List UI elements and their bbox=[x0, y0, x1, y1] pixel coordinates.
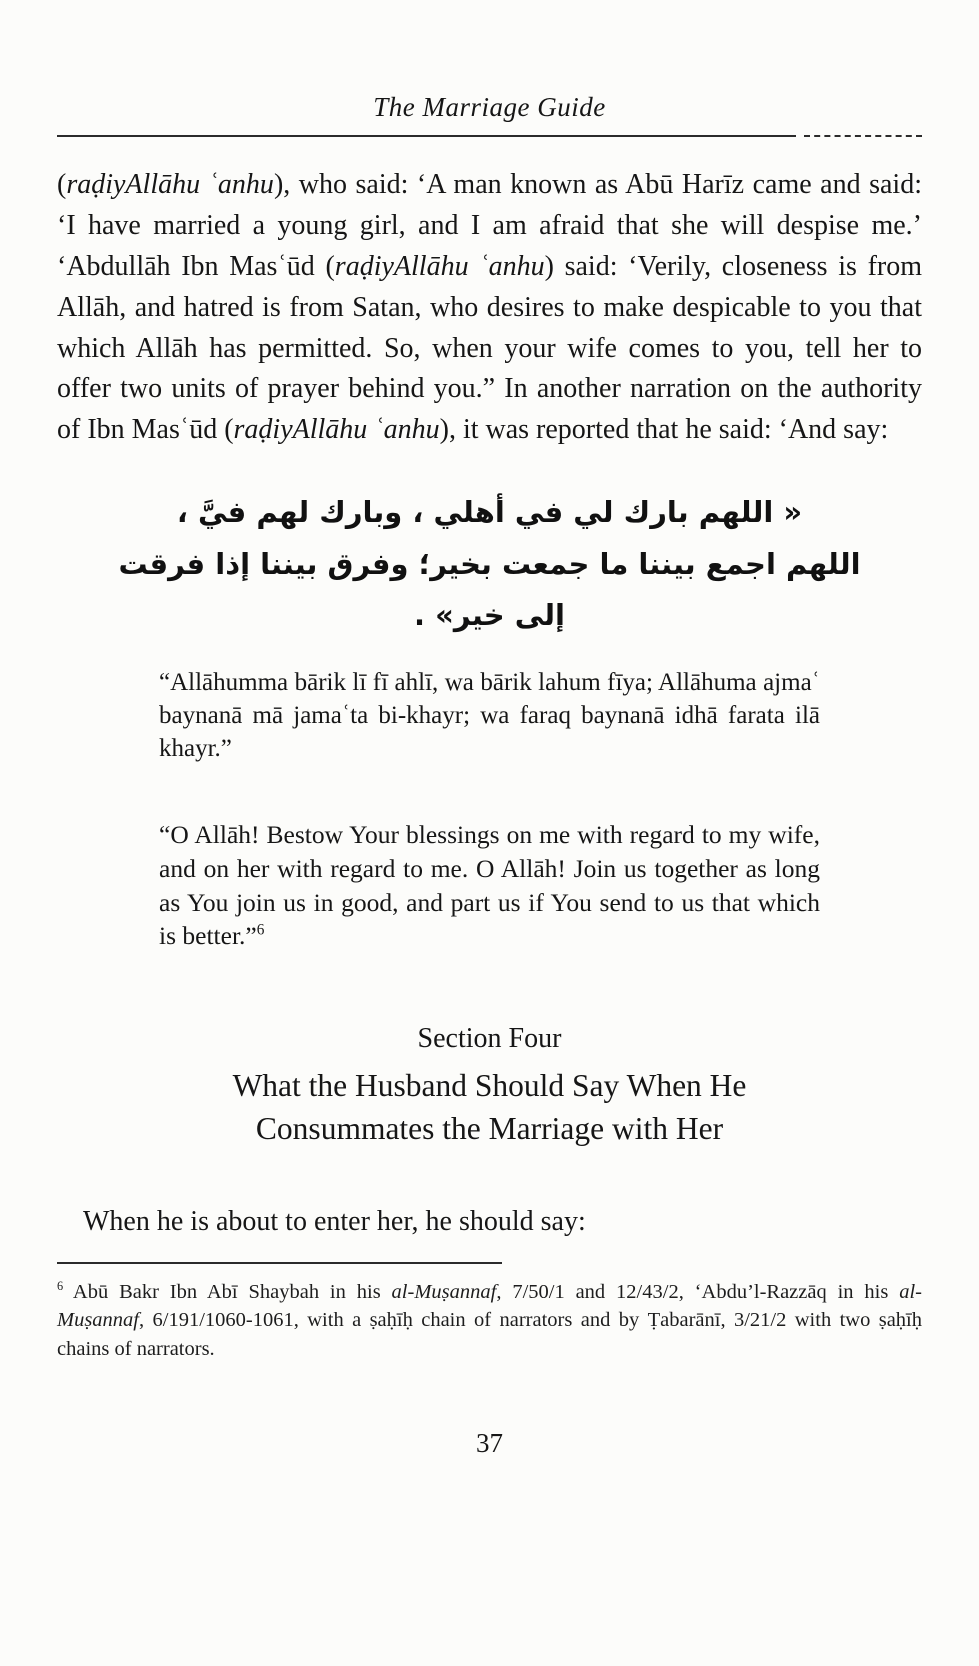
header-rule-solid bbox=[57, 135, 796, 137]
header-rule bbox=[57, 135, 922, 137]
closing-paragraph: When he is about to enter her, he should say: bbox=[83, 1206, 586, 1238]
arabic-dua-line: « اللهم بارك لي في أهلي ، وبارك لهم فيَّ ، bbox=[176, 495, 803, 530]
body-paragraph: (raḍiyAllāhu ʿanhu), who said: ‘A man known as Abū Harīz came and said: ‘I have married a young girl, and I am afraid that she will despise me.’ ‘Abdullāh Ibn Masʿūd (raḍiyAllāhu ʿanhu) said: ‘Verily, closeness is from Allāh, and hatred is from Satan, who desires to make despicable to you that which Allāh has permitted. So, when your wife comes to you, tell her to offer two units of prayer behind you.” In another narration on the authority of Ibn Masʿūd (raḍiyAllāhu ʿanhu), it was reported that he said: ‘And say: bbox=[57, 169, 923, 446]
section-title-line-2: Consummates the Marriage with Her bbox=[255, 1110, 724, 1146]
footnote-area bbox=[57, 1262, 922, 1383]
running-header-title: The Marriage Guide bbox=[373, 92, 606, 122]
header-rule-dashed bbox=[804, 135, 922, 137]
section-heading-label: Section Four bbox=[417, 1023, 562, 1055]
arabic-dua-line: اللهم اجمع بيننا ما جمعت بخير؛ وفرق بيننا إذا فرقت bbox=[118, 546, 861, 581]
translation-block: “O Allāh! Bestow Your blessings on me with regard to my wife, and on her with regard to me. O Allāh! Join us together as long as You join us in good, and part us if You send to us that which is better.”$^6$ bbox=[159, 819, 820, 951]
transliteration-block: “Allāhumma bārik lī fī ahlī, wa bārik lahum fīya; Allāhuma ajmaʿ baynanā mā jamaʿta bi-khayr; wa faraq baynanā idhā farata ilā khayr.” bbox=[159, 668, 820, 763]
arabic-dua-line: إلى خير» . bbox=[414, 598, 565, 633]
section-heading-title bbox=[57, 1065, 922, 1150]
arabic-dua bbox=[57, 487, 922, 642]
running-header bbox=[57, 92, 922, 123]
page-number: 37 bbox=[476, 1428, 503, 1458]
section-heading bbox=[57, 1023, 922, 1150]
section-title-line-1: What the Husband Should Say When He bbox=[232, 1068, 747, 1104]
footnote-divider bbox=[57, 1262, 502, 1264]
footnote: $^6$ Abū Bakr Ibn Abī Shaybah in his al-Muṣannaf, 7/50/1 and 12/43/2, ‘Abdu’l-Razzāq in his al-Muṣannaf, 6/191/1060-1061, with a ṣaḥīḥ chain of narrators and by Ṭabarānī, 3/21/2 with two ṣaḥīḥ chains of narrators. bbox=[57, 1279, 922, 1360]
